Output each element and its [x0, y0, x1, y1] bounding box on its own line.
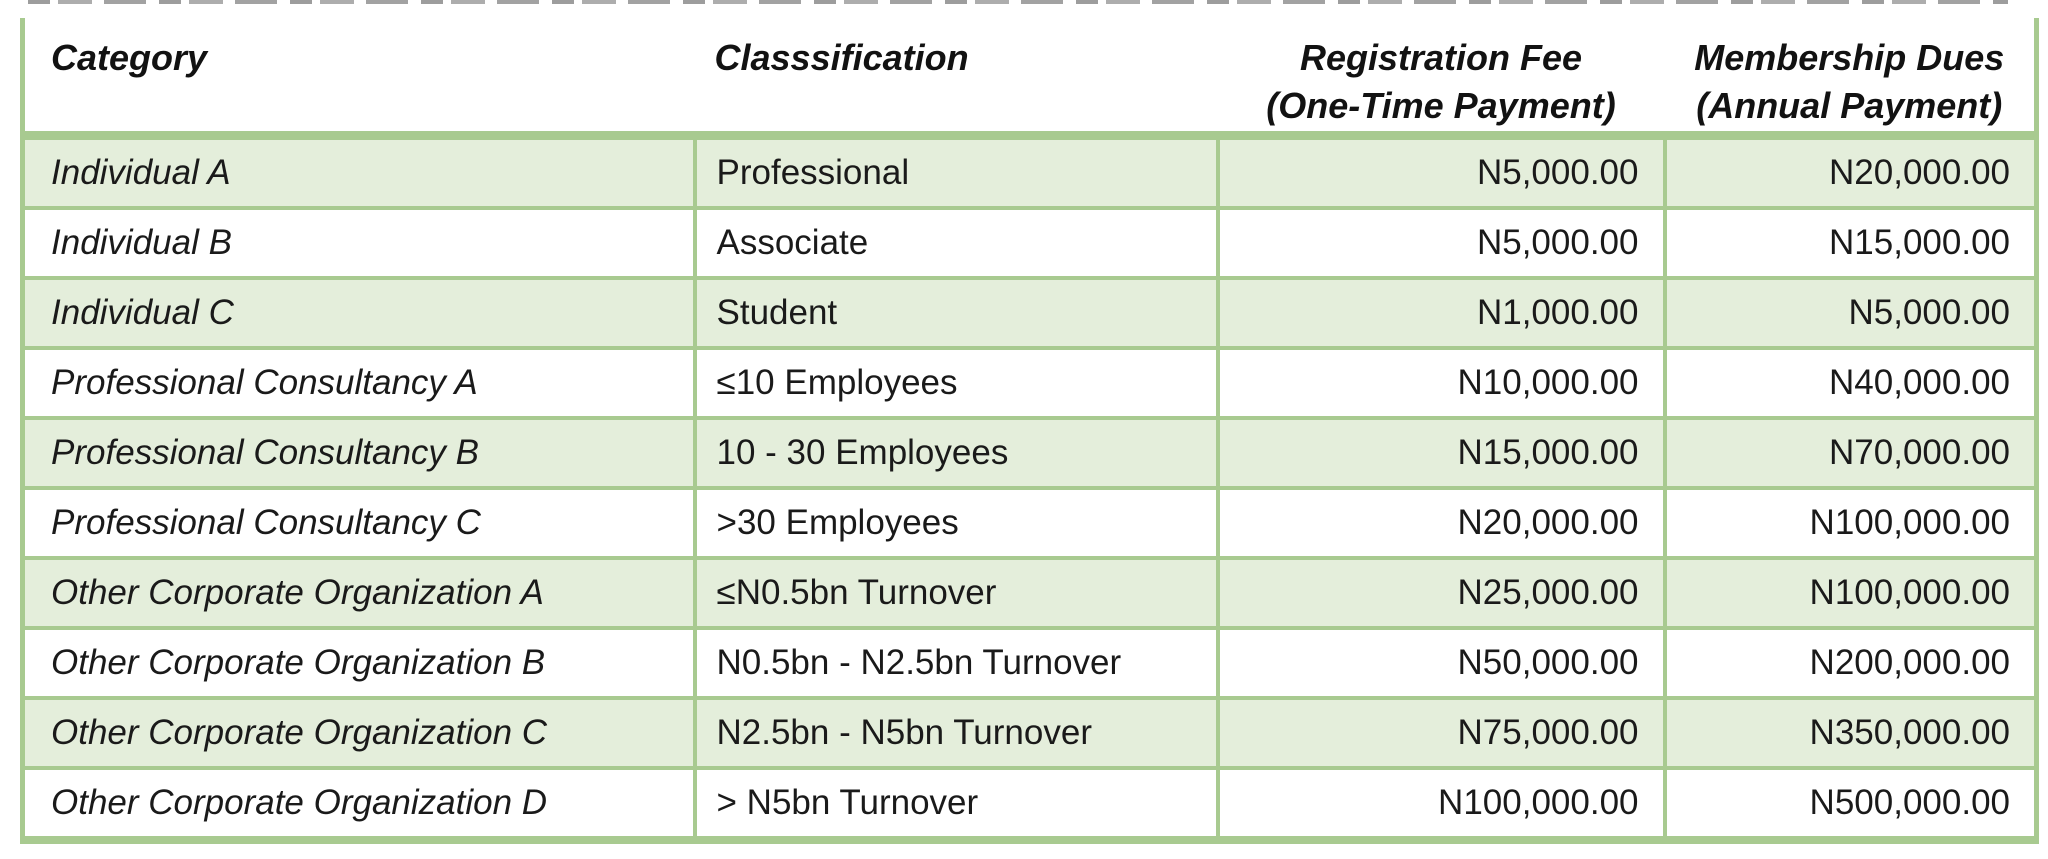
- col-header-classification-label: Classsification: [714, 37, 969, 78]
- classification-cell: N2.5bn - N5bn Turnover: [695, 698, 1218, 768]
- membership-dues-cell: N200,000.00: [1665, 628, 2037, 698]
- membership-dues-cell: N350,000.00: [1665, 698, 2037, 768]
- registration-fee-cell: N5,000.00: [1218, 208, 1665, 278]
- classification-cell: N0.5bn - N2.5bn Turnover: [695, 628, 1218, 698]
- membership-dues-cell: N70,000.00: [1665, 418, 2037, 488]
- table-row: [23, 488, 2037, 558]
- table-row: [23, 698, 2037, 768]
- membership-dues-cell: N15,000.00: [1665, 208, 2037, 278]
- classification-cell: ≤N0.5bn Turnover: [695, 558, 1218, 628]
- membership-dues-cell: N100,000.00: [1665, 488, 2037, 558]
- registration-fee-cell: N100,000.00: [1218, 768, 1665, 840]
- classification-cell: 10 - 30 Employees: [695, 418, 1218, 488]
- classification-cell: Associate: [695, 208, 1218, 278]
- category-cell: Individual B: [23, 208, 695, 278]
- membership-dues-cell: N5,000.00: [1665, 278, 2037, 348]
- col-header-membership-dues-line2: (Annual Payment): [1696, 84, 2003, 126]
- col-header-registration-fee: [1218, 18, 1665, 136]
- table-row: [23, 768, 2037, 840]
- table-row: [23, 628, 2037, 698]
- registration-fee-cell: N75,000.00: [1218, 698, 1665, 768]
- classification-cell: Student: [695, 278, 1218, 348]
- classification-cell: ≤10 Employees: [695, 348, 1218, 418]
- category-cell: Individual C: [23, 278, 695, 348]
- membership-fees-table: [20, 18, 2039, 844]
- category-cell: Other Corporate Organization A: [23, 558, 695, 628]
- category-cell: Professional Consultancy B: [23, 418, 695, 488]
- table-row: [23, 136, 2037, 209]
- membership-dues-cell: N100,000.00: [1665, 558, 2037, 628]
- classification-cell: > N5bn Turnover: [695, 768, 1218, 840]
- col-header-membership-dues-line1: Membership Dues: [1694, 37, 2005, 78]
- table-row: [23, 208, 2037, 278]
- table-row: [23, 558, 2037, 628]
- classification-cell: Professional: [695, 136, 1218, 209]
- cropped-text-artifact: [28, 0, 2008, 4]
- membership-dues-cell: N500,000.00: [1665, 768, 2037, 840]
- category-cell: Individual A: [23, 136, 695, 209]
- registration-fee-cell: N5,000.00: [1218, 136, 1665, 209]
- category-cell: Other Corporate Organization B: [23, 628, 695, 698]
- col-header-membership-dues: [1665, 18, 2037, 136]
- classification-cell: >30 Employees: [695, 488, 1218, 558]
- registration-fee-cell: N20,000.00: [1218, 488, 1665, 558]
- table-row: [23, 418, 2037, 488]
- category-cell: Other Corporate Organization D: [23, 768, 695, 840]
- table-row: [23, 278, 2037, 348]
- category-cell: Professional Consultancy A: [23, 348, 695, 418]
- registration-fee-cell: N1,000.00: [1218, 278, 1665, 348]
- registration-fee-cell: N50,000.00: [1218, 628, 1665, 698]
- registration-fee-cell: N25,000.00: [1218, 558, 1665, 628]
- table-row: [23, 348, 2037, 418]
- col-header-category-label: Category: [51, 37, 208, 78]
- registration-fee-cell: N15,000.00: [1218, 418, 1665, 488]
- table-header-row: [23, 18, 2037, 136]
- col-header-registration-fee-line1: Registration Fee: [1299, 37, 1583, 78]
- col-header-registration-fee-line2: (One-Time Payment): [1266, 84, 1616, 126]
- col-header-classification: [695, 18, 1218, 136]
- category-cell: Professional Consultancy C: [23, 488, 695, 558]
- membership-dues-cell: N20,000.00: [1665, 136, 2037, 209]
- membership-dues-cell: N40,000.00: [1665, 348, 2037, 418]
- category-cell: Other Corporate Organization C: [23, 698, 695, 768]
- registration-fee-cell: N10,000.00: [1218, 348, 1665, 418]
- col-header-category: [23, 18, 695, 136]
